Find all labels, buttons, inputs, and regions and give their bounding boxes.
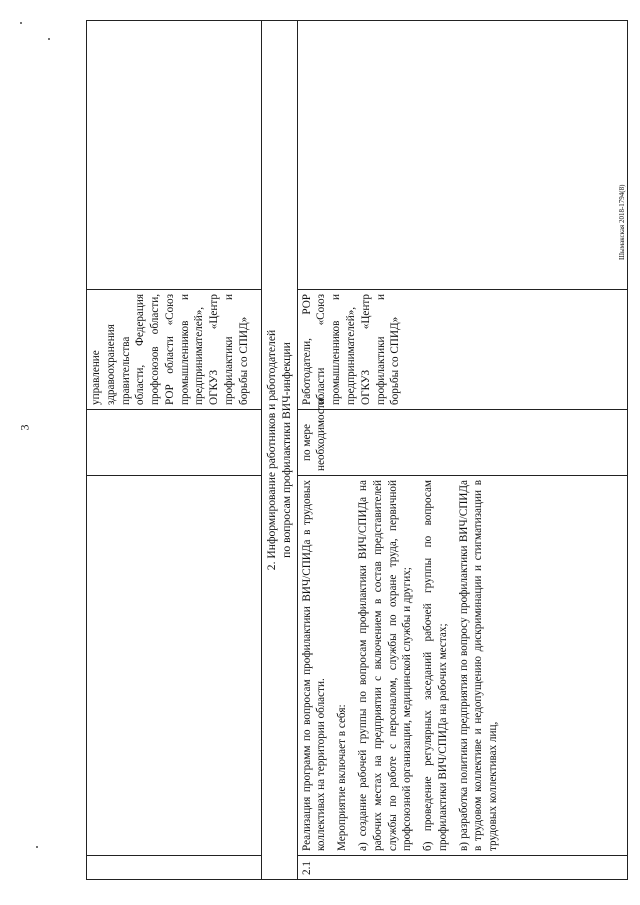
- measure-description: [297, 476, 627, 856]
- section-title-line1: 2. Информирование работников и работодателей: [265, 329, 278, 571]
- measure-item-c: в) разработка политики предприятия по вопросу профилактики ВИЧ/СПИДа в трудовом коллективе и недопущению дискриминации и стигматизации в трудовых коллективах лиц,: [457, 480, 500, 851]
- table-row-previous: [87, 21, 262, 880]
- cell-empty: [87, 856, 262, 880]
- scan-speck: [48, 38, 50, 40]
- rotated-table: [86, 20, 626, 880]
- measure-item-a: а) создание рабочей группы по вопросам профилактики ВИЧ/СПИДа на рабочих местах на предприятии с включением в состав представителей службы по работе с персоналом, службы по охране труда, первичной профсоюзной организации, медицинской службы и других;: [356, 480, 414, 851]
- cell-empty: [87, 21, 262, 290]
- cell-empty: [297, 21, 627, 290]
- measure-includes: Мероприятие включает в себя:: [336, 704, 349, 851]
- section-heading: [262, 21, 298, 880]
- section-heading-row: [262, 21, 298, 880]
- cell-organizations: управление здравоохранения правительства области, Федерация профсоюзов области, РОР области «Союз промышленников и предпринимателей», ОГКУЗ «Центр профилактики и борьбы со СПИД»: [87, 290, 262, 410]
- measures-table: [86, 20, 628, 880]
- responsible-organizations: Работодатели, РОР области «Союз промышленников и предпринимателей», ОГКУЗ «Центр профилактики и борьбы со СПИД»: [297, 290, 627, 410]
- page-number: 3: [17, 424, 32, 431]
- row-number: 2.1: [297, 856, 627, 880]
- cell-empty: [87, 410, 262, 476]
- section-title-line2: по вопросам профилактики ВИЧ-инфекции: [280, 342, 294, 558]
- document-code: Шымакская 2018-1794(8): [618, 184, 626, 260]
- cell-empty: [87, 476, 262, 856]
- scan-speck: [36, 846, 38, 848]
- table-row-2-1: [297, 21, 627, 880]
- rotated-table-frame: [86, 20, 626, 880]
- scan-speck: [20, 22, 22, 24]
- measure-item-b: б) проведение регулярных заседаний рабочей группы по вопросам профилактики ВИЧ/СПИДа на рабочих местах;: [422, 480, 449, 851]
- measure-intro: Реализация программ по вопросам профилактики ВИЧ/СПИДа в трудовых коллективах на территории области.: [300, 480, 328, 851]
- deadline: по мере необходимости: [297, 410, 627, 476]
